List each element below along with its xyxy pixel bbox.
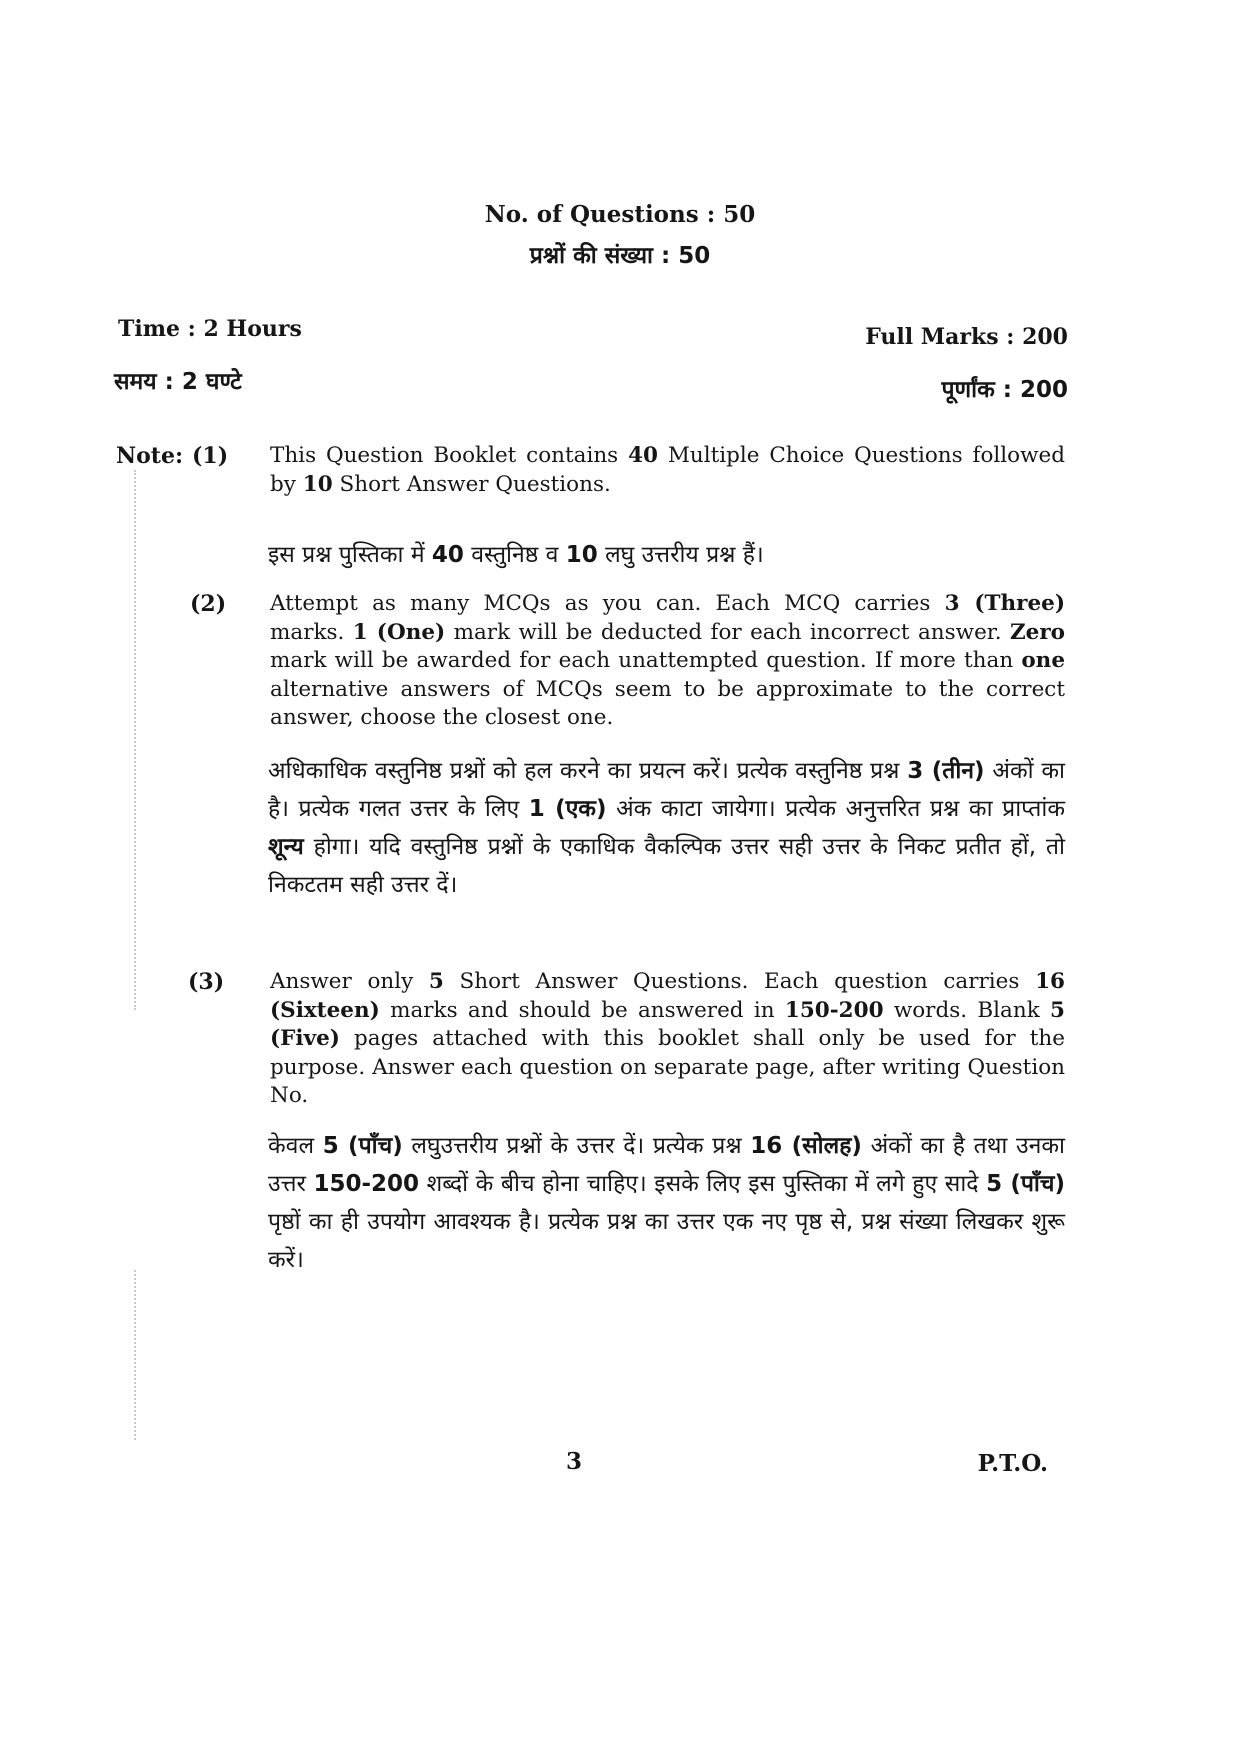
body-text: mark will be awarded for each unattempted question. If more than (270, 648, 1022, 673)
emphasis-text: 16 (Sixteen) (270, 969, 1065, 1023)
body-text: केवल (268, 1133, 323, 1159)
body-text: alternative answers of MCQs seem to be approximate to the correct answer, choose the closest one. (270, 676, 1065, 730)
full-marks-hi: पूर्णांक : 200 (941, 377, 1068, 403)
pto-label: P.T.O. (977, 1450, 1048, 1477)
body-text: अंकों का है तथा उनका उत्तर (268, 1133, 1065, 1197)
body-text: Answer only (270, 969, 429, 994)
body-text: अंक काटा जायेगा। प्रत्येक अनुत्तरित प्रश्न का प्राप्तांक (606, 796, 1065, 822)
note-1-english (270, 442, 1065, 499)
body-text: marks. (270, 619, 353, 645)
questions-count-hi: प्रश्नों की संख्या : 50 (529, 243, 711, 269)
note-3-hindi (268, 1127, 1065, 1279)
emphasis-text: 5 (Five) (270, 997, 1065, 1051)
body-text: Short Answer Questions. (332, 471, 611, 497)
body-text: अंकों का है। प्रत्येक गलत उत्तर के लिए (268, 758, 1065, 822)
emphasis-text: one (1021, 648, 1065, 673)
body-text: Short Answer Questions. Each question carries (443, 969, 1036, 994)
emphasis-text: Zero (1009, 619, 1065, 645)
time-en: Time : 2 Hours (118, 316, 302, 342)
emphasis-text: 150-200 (784, 997, 884, 1023)
body-text: लघु उत्तरीय प्रश्न हैं। (597, 542, 764, 568)
body-text: mark will be deducted for each incorrect answer. (445, 619, 1010, 645)
scan-margin-dots-lower (134, 1270, 138, 1440)
emphasis-text: 40 (628, 443, 658, 468)
note-2-hindi (268, 752, 1065, 904)
body-text: marks and should be answered in (379, 997, 785, 1023)
note-number-1: (1) (192, 443, 229, 469)
body-text: वस्तुनिष्ठ व (463, 542, 566, 568)
body-text: अधिकाधिक वस्तुनिष्ठ प्रश्नों को हल करने का प्रयत्न करें। प्रत्येक वस्तुनिष्ठ प्रश्न (268, 758, 908, 784)
page-number: 3 (566, 1448, 583, 1475)
body-text: Attempt as many MCQs as you can. Each MCQ carries (270, 591, 945, 616)
note-number-2: (2) (190, 591, 227, 617)
body-text: शब्दों के बीच होना चाहिए। इसके लिए इस पुस्तिका में लगे हुए सादे (419, 1171, 987, 1197)
note-number-3: (3) (188, 969, 225, 995)
note-2-english (270, 590, 1065, 733)
emphasis-text: 5 (पाँच) (986, 1171, 1065, 1197)
body-text: pages attached with this booklet shall only be used for the purpose. Answer each question on separate page, after writing Question No. (270, 1026, 1065, 1108)
note-1-hindi (268, 536, 1065, 574)
body-text: लघुउत्तरीय प्रश्नों के उत्तर दें। प्रत्येक प्रश्न (402, 1133, 751, 1159)
emphasis-text: 3 (तीन) (907, 758, 985, 784)
emphasis-text: 5 (पाँच) (322, 1133, 403, 1159)
questions-count-en: No. of Questions : 50 (484, 201, 756, 228)
body-text: पृष्ठों का ही उपयोग आवश्यक है। प्रत्येक प्रश्न का उत्तर एक नए पृष्ठ से, प्रश्न संख्या लिखकर शुरू करें। (268, 1209, 1065, 1273)
body-text: इस प्रश्न पुस्तिका में (268, 542, 432, 568)
full-marks-en: Full Marks : 200 (865, 324, 1068, 350)
emphasis-text: 40 (431, 542, 464, 568)
body-text: words. Blank (883, 997, 1051, 1023)
emphasis-text: 1 (One) (352, 619, 446, 645)
emphasis-text: 1 (एक) (528, 796, 607, 822)
time-hi: समय : 2 घण्टे (114, 369, 242, 395)
emphasis-text: 10 (302, 471, 333, 497)
emphasis-text: 5 (428, 969, 444, 994)
emphasis-text: 3 (Three) (944, 591, 1066, 616)
scan-margin-dots (134, 470, 138, 1010)
emphasis-text: 10 (565, 542, 598, 568)
note-label: Note: (116, 443, 184, 469)
body-text: This Question Booklet contains (270, 443, 629, 468)
note-3-english (270, 968, 1065, 1111)
emphasis-text: 16 (सोलह) (750, 1133, 862, 1159)
emphasis-text: शून्य (268, 834, 304, 860)
body-text: Multiple Choice Questions followed by (270, 443, 1065, 497)
body-text: होगा। यदि वस्तुनिष्ठ प्रश्नों के एकाधिक वैकल्पिक उत्तर सही उत्तर के निकट प्रतीत हों, तो निकटतम सही उत्तर दें। (268, 834, 1065, 898)
emphasis-text: 150-200 (313, 1171, 420, 1197)
